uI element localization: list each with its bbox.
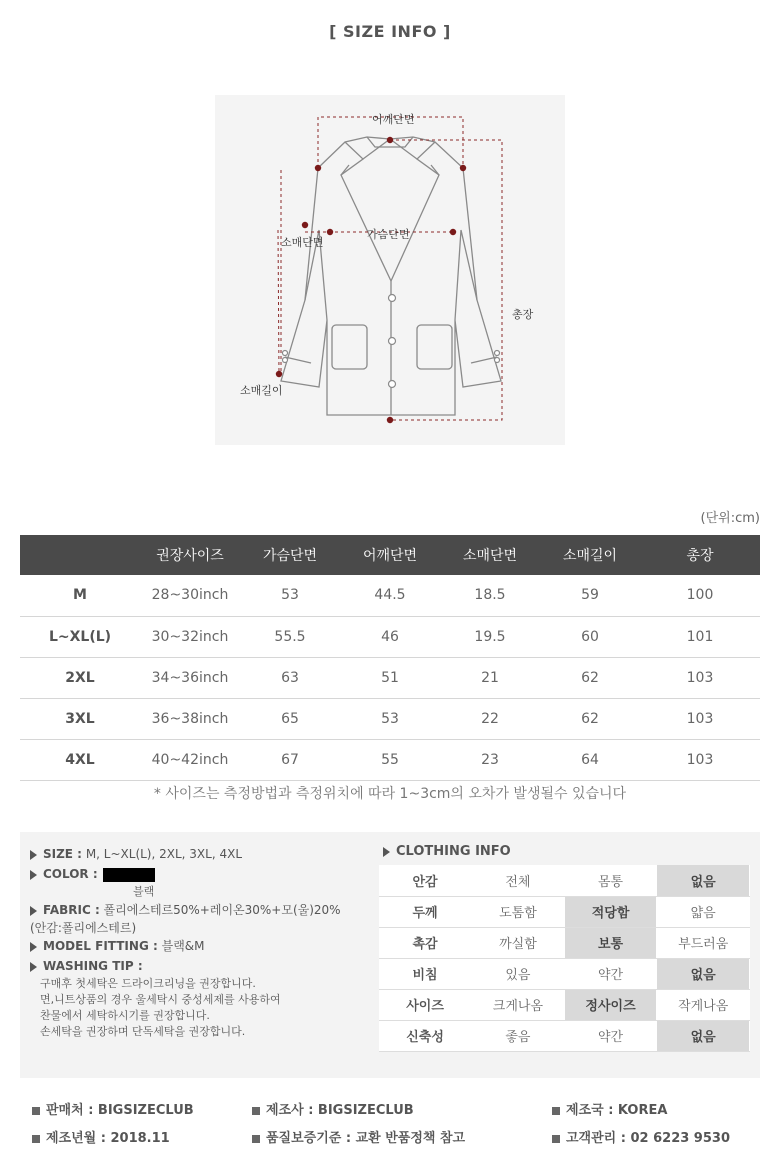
column-header: 가슴단면 — [240, 535, 340, 575]
attribute-option: 없음 — [657, 958, 750, 989]
table-cell: 22 — [440, 698, 540, 739]
product-info-panel — [20, 832, 760, 1078]
clothing-info-label: CLOTHING INFO — [396, 844, 511, 859]
table-cell: 53 — [240, 575, 340, 616]
washing-line: 면,니트상품의 경우 울세탁시 중성세제를 사용하여 — [40, 993, 281, 1006]
clothing-row-sheerness — [379, 958, 750, 989]
attribute-option: 있음 — [472, 958, 565, 989]
clothing-info-title — [383, 844, 511, 859]
square-bullet-icon — [252, 1135, 260, 1143]
fabric-row — [30, 900, 390, 920]
table-cell: 103 — [640, 657, 760, 698]
table-cell: 103 — [640, 698, 760, 739]
square-bullet-icon — [32, 1135, 40, 1143]
attribute-option: 적당함 — [564, 896, 657, 927]
arrow-right-icon — [383, 847, 390, 857]
table-row — [20, 575, 760, 616]
footer-manufacturer — [252, 1099, 414, 1118]
size-row — [30, 844, 390, 864]
attribute-option: 까실함 — [472, 927, 565, 958]
table-cell: 100 — [640, 575, 760, 616]
support-text: 고객관리 : 02 6223 9530 — [566, 1131, 730, 1146]
clothing-row-fit — [379, 989, 750, 1020]
table-cell: 23 — [440, 739, 540, 780]
attribute-option: 약간 — [564, 958, 657, 989]
clothing-row-thickness — [379, 896, 750, 927]
table-cell: 34~36inch — [140, 657, 240, 698]
arrow-right-icon — [30, 906, 37, 916]
attribute-option: 몸통 — [564, 865, 657, 896]
clothing-row-lining — [379, 865, 750, 896]
size-cell: L~XL(L) — [20, 616, 140, 657]
seller-text: 판매처 : BIGSIZECLUB — [46, 1103, 194, 1118]
size-cell: 2XL — [20, 657, 140, 698]
fabric-lining: (안감:폴리에스테르) — [30, 921, 137, 935]
size-value: M, L~XL(L), 2XL, 3XL, 4XL — [85, 847, 242, 861]
table-cell: 18.5 — [440, 575, 540, 616]
footer-info — [0, 1099, 780, 1159]
table-cell: 103 — [640, 739, 760, 780]
unit-label: (단위:cm) — [700, 511, 760, 526]
washing-row — [30, 956, 390, 976]
table-cell: 19.5 — [440, 616, 540, 657]
quality-text: 품질보증기준 : 교환 반품정책 참고 — [266, 1131, 466, 1146]
size-cell: 3XL — [20, 698, 140, 739]
column-header: 어깨단면 — [340, 535, 440, 575]
arrow-right-icon — [30, 850, 37, 860]
attribute-option: 전체 — [472, 865, 565, 896]
attribute-option: 얇음 — [657, 896, 750, 927]
total-length-label: 총장 — [512, 308, 534, 321]
clothing-row-stretch — [379, 1020, 750, 1051]
table-cell: 60 — [540, 616, 640, 657]
color-label: COLOR : — [43, 867, 98, 881]
table-cell: 36~38inch — [140, 698, 240, 739]
table-cell: 30~32inch — [140, 616, 240, 657]
table-cell: 46 — [340, 616, 440, 657]
table-cell: 101 — [640, 616, 760, 657]
attribute-label: 촉감 — [379, 927, 472, 958]
square-bullet-icon — [252, 1107, 260, 1115]
attribute-option: 부드러움 — [657, 927, 750, 958]
size-cell: 4XL — [20, 739, 140, 780]
model-row — [30, 936, 390, 956]
sleeve-length-label: 소매길이 — [240, 384, 283, 397]
product-details — [30, 844, 390, 1040]
arrow-right-icon — [30, 870, 37, 880]
table-cell: 51 — [340, 657, 440, 698]
footer-seller — [32, 1099, 194, 1118]
table-row — [20, 739, 760, 780]
table-cell: 59 — [540, 575, 640, 616]
column-header: 소매길이 — [540, 535, 640, 575]
attribute-option: 좋음 — [472, 1020, 565, 1051]
size-table-header — [20, 535, 760, 575]
country-text: 제조국 : KOREA — [566, 1103, 668, 1118]
table-cell: 21 — [440, 657, 540, 698]
fabric-value: 폴리에스테르50%+레이온30%+모(울)20% — [103, 903, 341, 917]
column-header: 소매단면 — [440, 535, 540, 575]
section-title: [ SIZE INFO ] — [329, 22, 451, 41]
size-cell: M — [20, 575, 140, 616]
washing-line: 찬물에서 세탁하시기를 권장합니다. — [40, 1009, 210, 1022]
clothing-row-texture — [379, 927, 750, 958]
date-text: 제조년월 : 2018.11 — [46, 1131, 170, 1146]
table-cell: 67 — [240, 739, 340, 780]
color-name: 블랙 — [133, 885, 155, 898]
table-cell: 62 — [540, 657, 640, 698]
size-label: SIZE : — [43, 847, 82, 861]
model-label: MODEL FITTING : — [43, 939, 158, 953]
table-cell: 63 — [240, 657, 340, 698]
square-bullet-icon — [552, 1135, 560, 1143]
size-table — [20, 535, 760, 781]
attribute-option: 없음 — [657, 865, 750, 896]
column-header — [20, 535, 140, 575]
arrow-right-icon — [30, 962, 37, 972]
color-row — [30, 864, 390, 884]
sleeve-width-label: 소매단면 — [281, 236, 324, 249]
color-swatch — [103, 868, 155, 882]
attribute-option: 보통 — [564, 927, 657, 958]
attribute-option: 작게나옴 — [657, 989, 750, 1020]
attribute-label: 안감 — [379, 865, 472, 896]
table-row — [20, 657, 760, 698]
table-cell: 28~30inch — [140, 575, 240, 616]
footer-date — [32, 1127, 170, 1146]
table-cell: 40~42inch — [140, 739, 240, 780]
chest-label: 가슴단면 — [367, 228, 410, 241]
model-value: 블랙&M — [161, 939, 205, 953]
attribute-label: 신축성 — [379, 1020, 472, 1051]
arrow-right-icon — [30, 942, 37, 952]
table-cell: 53 — [340, 698, 440, 739]
washing-line: 손세탁을 권장하며 단독세탁을 권장합니다. — [40, 1025, 246, 1038]
square-bullet-icon — [552, 1107, 560, 1115]
coat-measurement-diagram — [215, 95, 565, 445]
attribute-label: 두께 — [379, 896, 472, 927]
table-row — [20, 698, 760, 739]
table-cell: 64 — [540, 739, 640, 780]
table-cell: 65 — [240, 698, 340, 739]
table-cell: 62 — [540, 698, 640, 739]
attribute-option: 없음 — [657, 1020, 750, 1051]
manufacturer-text: 제조사 : BIGSIZECLUB — [266, 1103, 414, 1118]
washing-label: WASHING TIP : — [43, 959, 143, 973]
footer-quality — [252, 1127, 465, 1146]
attribute-option: 약간 — [564, 1020, 657, 1051]
washing-line: 구매후 첫세탁은 드라이크리닝을 권장합니다. — [40, 977, 256, 990]
table-cell: 55 — [340, 739, 440, 780]
table-row — [20, 616, 760, 657]
table-cell: 44.5 — [340, 575, 440, 616]
attribute-option: 정사이즈 — [564, 989, 657, 1020]
column-header: 총장 — [640, 535, 760, 575]
column-header: 권장사이즈 — [140, 535, 240, 575]
table-cell: 55.5 — [240, 616, 340, 657]
measurement-note: * 사이즈는 측정방법과 측정위치에 따라 1~3cm의 오차가 발생될수 있습니다 — [153, 786, 627, 802]
attribute-label: 비침 — [379, 958, 472, 989]
attribute-option: 크게나옴 — [472, 989, 565, 1020]
attribute-option: 도톰함 — [472, 896, 565, 927]
footer-support — [552, 1127, 730, 1146]
attribute-label: 사이즈 — [379, 989, 472, 1020]
clothing-info-table — [379, 865, 750, 1052]
shoulder-label: 어깨단면 — [372, 113, 415, 126]
footer-country — [552, 1099, 667, 1118]
square-bullet-icon — [32, 1107, 40, 1115]
fabric-label: FABRIC : — [43, 903, 100, 917]
